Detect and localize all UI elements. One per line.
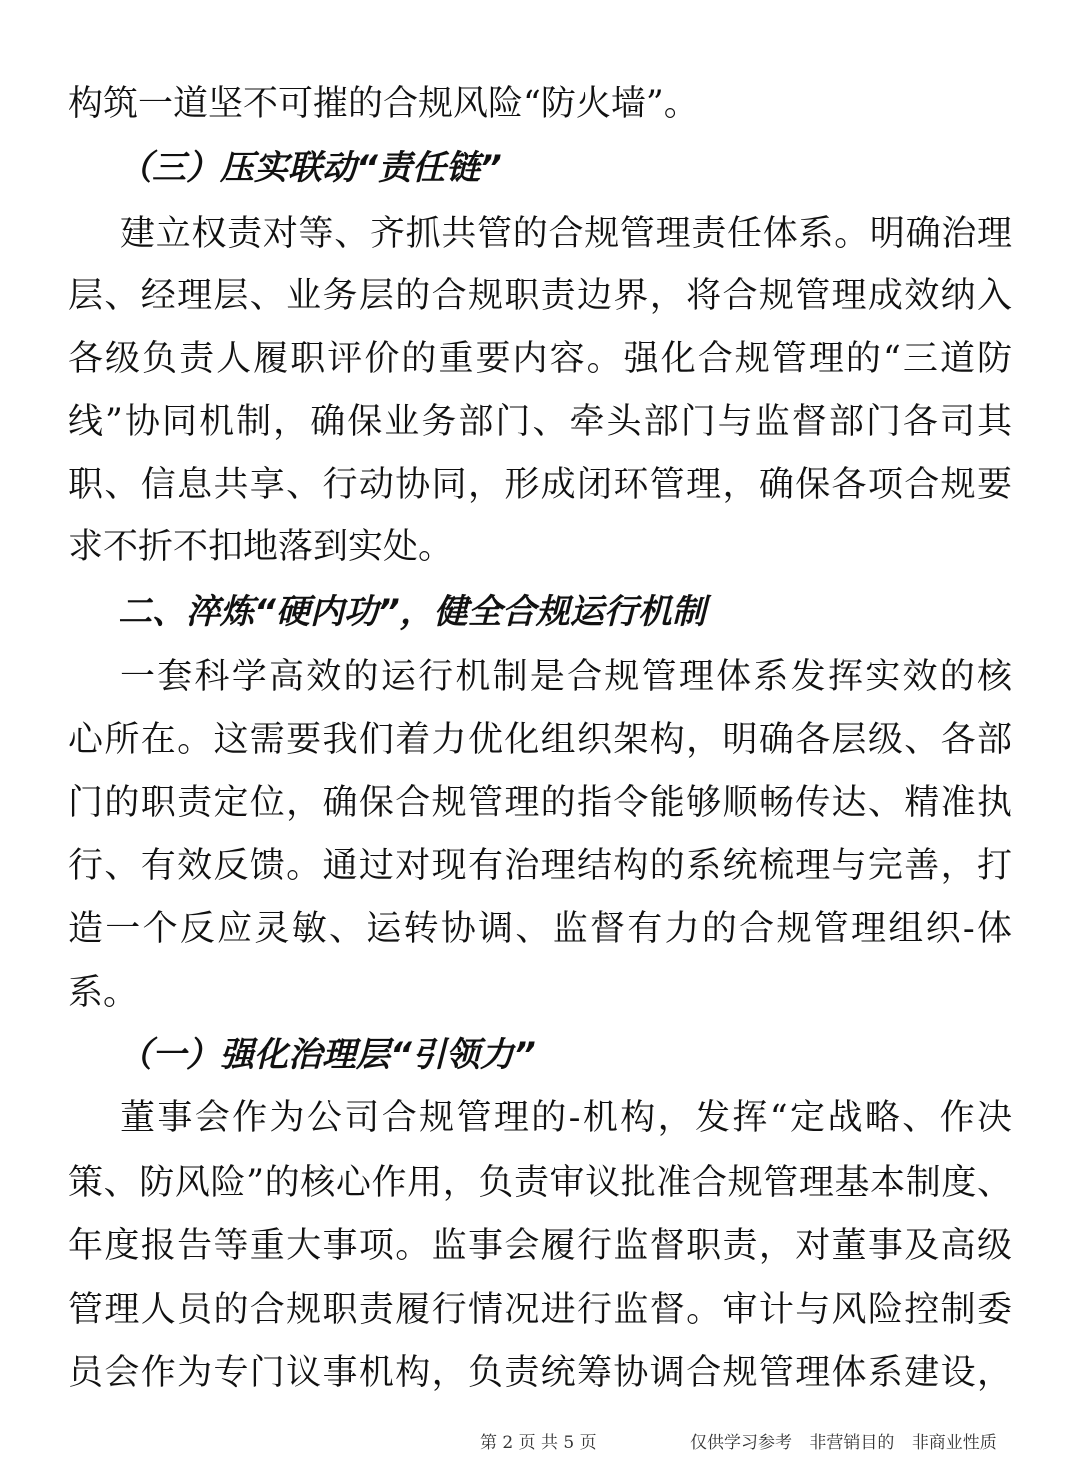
footer-note-nonmarketing: 非营销目的 (809, 1433, 895, 1453)
body-line: 线”协同机制，确保业务部门、牵头部门与监督部门各司其 (68, 402, 1012, 442)
body-line: 造一个反应灵敏、运转协调、监督有力的合规管理组织-体 (68, 909, 1012, 949)
body-line: 各级负责人履职评价的重要内容。强化合规管理的“三道防 (68, 339, 1012, 379)
body-line: 管理人员的合规职责履行情况进行监督。审计与风险控制委 (68, 1290, 1012, 1330)
page-number: 第 2 页 共 5 页 (480, 1433, 597, 1453)
body-line: 系。 (68, 973, 139, 1013)
body-line: 建立权责对等、齐抓共管的合规管理责任体系。明确治理 (120, 214, 1012, 254)
body-line: 心所在。这需要我们着力优化组织架构，明确各层级、各部 (68, 720, 1012, 760)
body-line: 门的职责定位，确保合规管理的指令能够顺畅传达、精准执 (68, 783, 1012, 823)
footer-notice (690, 1430, 1009, 1456)
body-line: 年度报告等重大事项。监事会履行监督职责，对董事及高级 (68, 1226, 1012, 1266)
body-line: 员会作为专门议事机构，负责统筹协调合规管理体系建设， (68, 1353, 1012, 1393)
body-line: 一套科学高效的运行机制是合规管理体系发挥实效的核 (120, 657, 1012, 697)
body-line: 行、有效反馈。通过对现有治理结构的系统梳理与完善，打 (68, 846, 1012, 886)
section-heading: （一）强化治理层“引领力” (118, 1035, 536, 1075)
body-line: 层、经理层、业务层的合规职责边界，将合规管理成效纳入 (68, 276, 1012, 316)
body-line: 董事会作为公司合规管理的-机构，发挥“定战略、作决 (120, 1098, 1012, 1138)
body-line: 策、防风险”的核心作用，负责审议批准合规管理基本制度、 (68, 1163, 1012, 1203)
section-heading: （三）压实联动“责任链” (118, 148, 502, 188)
footer-note-study: 仅供学习参考 (690, 1433, 792, 1453)
body-line: 构筑一道坚不可摧的合规风险“防火墙”。 (68, 84, 699, 124)
footer-note-noncommercial: 非商业性质 (911, 1433, 997, 1453)
body-line: 职、信息共享、行动协同，形成闭环管理，确保各项合规要 (68, 465, 1012, 505)
body-line: 求不折不扣地落到实处。 (68, 527, 454, 567)
chapter-heading: 二、淬炼“硬内功”，健全合规运行机制 (118, 592, 706, 632)
